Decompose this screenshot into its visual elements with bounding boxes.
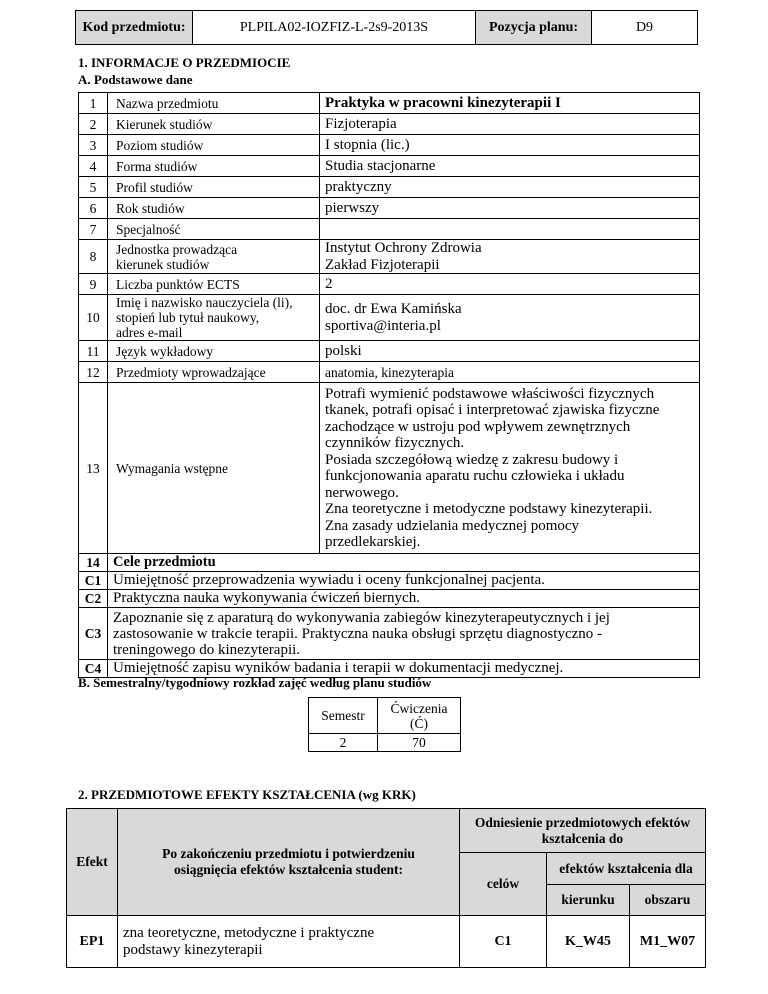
area-column-header: obszaru: [630, 885, 706, 916]
row-label: Wymagania wstępne: [108, 383, 320, 554]
basic-info-table: [78, 92, 700, 678]
goal-text-line: treningowego do kinezyterapii.: [113, 641, 301, 658]
course-code-value: PLPILA02-IOZFIZ-L-2s9-2013S: [193, 11, 476, 45]
row-number: 1: [79, 93, 108, 114]
effect-description: [118, 916, 460, 968]
reference-column-header: [460, 809, 706, 853]
prerequisite-line: nerwowego.: [325, 484, 399, 501]
row-number: 4: [79, 156, 108, 177]
semester-header: Semestr: [309, 698, 378, 734]
goal-text-line: zastosowanie w trakcie terapii. Praktyczna nauka obsługi sprzętu diagnostyczno -: [113, 625, 603, 642]
section-1-title: 1. INFORMACJE O PRZEDMIOCIE: [78, 55, 291, 70]
row-value: I stopnia (lic.): [320, 135, 700, 156]
goal-text-line: Zapoznanie się z aparaturą do wykonywania zabiegów kinezyterapeutycznych i jej: [113, 609, 610, 626]
row-number: 8: [79, 240, 108, 274]
header-table: [75, 10, 698, 45]
course-code-label: Kod przedmiotu:: [76, 11, 193, 45]
goal-text: [108, 608, 700, 660]
info-row: [79, 274, 700, 295]
info-row: [79, 198, 700, 219]
prerequisites: [320, 383, 700, 554]
prerequisite-line: Zna teoretyczne i metodyczne podstawy kinezyterapii.: [325, 501, 653, 517]
prerequisite-line: tkanek, potrafi opisać i interpretować zjawiska fizyczne: [325, 402, 660, 418]
unit-institute: Instytut Ochrony Zdrowia: [325, 240, 482, 256]
row-label-line: stopień lub tytuł naukowy,: [116, 310, 260, 325]
row-value: Fizjoterapia: [320, 114, 700, 135]
row-label: Język wykładowy: [108, 341, 320, 362]
section-2-title: 2. PRZEDMIOTOWE EFEKTY KSZTAŁCENIA (wg KRK): [78, 787, 416, 802]
info-row: [79, 383, 700, 554]
row-label: Przedmioty wprowadzające: [108, 362, 320, 383]
goals-title: Cele przedmiotu: [108, 554, 700, 572]
row-value: [320, 240, 700, 274]
reference-header-line: Odniesienie przedmiotowych efektów: [474, 814, 691, 830]
description-header-line: Po zakończeniu przedmiotu i potwierdzeniu: [162, 846, 415, 861]
row-label: Forma studiów: [108, 156, 320, 177]
effect-area-ref: M1_W07: [630, 916, 706, 968]
description-column-header: [118, 809, 460, 916]
info-row: [79, 93, 700, 114]
description-header-line: osiągnięcia efektów kształcenia student:: [173, 862, 404, 877]
row-number: 14: [79, 554, 108, 572]
unit-department: Zakład Fizjoterapii: [325, 256, 440, 273]
goal-text: Umiejętność przeprowadzenia wywiadu i oceny funkcjonalnej pacjenta.: [108, 572, 700, 590]
effect-description-line: zna teoretyczne, metodyczne i praktyczne: [123, 924, 375, 941]
info-row: [79, 240, 700, 274]
effect-column-header: Efekt: [67, 809, 118, 916]
course-name: Praktyka w pracowni kinezyterapii I: [320, 93, 700, 114]
effect-code: EP1: [67, 916, 118, 968]
exercises-value: 70: [378, 734, 461, 752]
goals-column-header: celów: [460, 853, 547, 916]
prerequisite-line: czynników fizycznych.: [325, 435, 465, 451]
row-number: 13: [79, 383, 108, 554]
plan-position-label: Pozycja planu:: [476, 11, 592, 45]
teacher-name: doc. dr Ewa Kamińska: [325, 301, 462, 317]
goal-row: [79, 572, 700, 590]
row-label: Rok studiów: [108, 198, 320, 219]
effect-goal-ref: C1: [460, 916, 547, 968]
row-number: 9: [79, 274, 108, 295]
effect-field-ref: K_W45: [547, 916, 630, 968]
reference-header-line: kształcenia do: [541, 830, 624, 846]
row-value: anatomia, kinezyterapia: [320, 362, 700, 383]
row-label: Specjalność: [108, 219, 320, 240]
exercises-header-line: (Ć): [410, 715, 428, 731]
info-row: [79, 362, 700, 383]
effects-for-column-header: efektów kształcenia dla: [547, 853, 706, 885]
info-row: [79, 219, 700, 240]
info-row: [79, 114, 700, 135]
schedule-table: [308, 697, 461, 752]
plan-position-value: D9: [592, 11, 698, 45]
info-row: [79, 295, 700, 341]
goal-text: Umiejętność zapisu wyników badania i terapii w dokumentacji medycznej.: [108, 660, 700, 678]
row-label: [108, 240, 320, 274]
goal-code: C3: [79, 608, 108, 660]
row-number: 7: [79, 219, 108, 240]
exercises-header-line: Ćwiczenia: [390, 700, 448, 716]
prerequisite-line: Potrafi wymienić podstawowe właściwości fizycznych: [325, 385, 655, 402]
goal-code: C4: [79, 660, 108, 678]
prerequisite-line: Zna zasady udzielania medycznej pomocy: [325, 517, 580, 534]
row-label: Kierunek studiów: [108, 114, 320, 135]
row-label-line: adres e-mail: [116, 325, 183, 340]
row-label: Nazwa przedmiotu: [108, 93, 320, 114]
goals-header-row: [79, 554, 700, 572]
row-label: [108, 295, 320, 341]
prerequisite-line: Posiada szczegółową wiedzę z zakresu budowy i: [325, 451, 619, 468]
info-row: [79, 156, 700, 177]
row-value: praktyczny: [320, 177, 700, 198]
info-row: [79, 341, 700, 362]
row-number: 6: [79, 198, 108, 219]
teacher-email: sportiva@interia.pl: [325, 317, 441, 334]
row-value: [320, 219, 700, 240]
row-number: 3: [79, 135, 108, 156]
table-row: [67, 916, 706, 968]
row-label: Liczba punktów ECTS: [108, 274, 320, 295]
row-number: 2: [79, 114, 108, 135]
goal-row: [79, 590, 700, 608]
goal-row: [79, 608, 700, 660]
field-column-header: kierunku: [547, 885, 630, 916]
row-label-line: Jednostka prowadząca: [116, 241, 238, 257]
exercises-header: [378, 698, 461, 734]
prerequisite-line: funkcjonowania aparatu ruchu człowieka i układu: [325, 468, 625, 484]
row-number: 5: [79, 177, 108, 198]
prerequisite-line: zachodzące w ustroju pod wpływem zewnętrznych: [325, 418, 631, 435]
row-label-line: Imię i nazwisko nauczyciela (li),: [116, 295, 293, 310]
row-value: polski: [320, 341, 700, 362]
goal-code: C1: [79, 572, 108, 590]
goal-text: Praktyczna nauka wykonywania ćwiczeń biernych.: [108, 590, 700, 608]
learning-effects-table: [66, 808, 706, 968]
row-label: Profil studiów: [108, 177, 320, 198]
info-row: [79, 177, 700, 198]
section-b-title: B. Semestralny/tygodniowy rozkład zajęć według planu studiów: [78, 675, 432, 690]
section-a-title: A. Podstawowe dane: [78, 72, 193, 87]
goal-code: C2: [79, 590, 108, 608]
row-number: 12: [79, 362, 108, 383]
prerequisite-line: przedlekarskiej.: [325, 534, 421, 550]
row-number: 10: [79, 295, 108, 341]
row-number: 11: [79, 341, 108, 362]
ects-value: 2: [320, 274, 700, 295]
row-value: Studia stacjonarne: [320, 156, 700, 177]
row-value: pierwszy: [320, 198, 700, 219]
row-label-line: kierunek studiów: [116, 256, 210, 272]
info-row: [79, 135, 700, 156]
row-value: [320, 295, 700, 341]
row-label: Poziom studiów: [108, 135, 320, 156]
semester-value: 2: [309, 734, 378, 752]
effect-description-line: podstawy kinezyterapii: [123, 941, 263, 958]
